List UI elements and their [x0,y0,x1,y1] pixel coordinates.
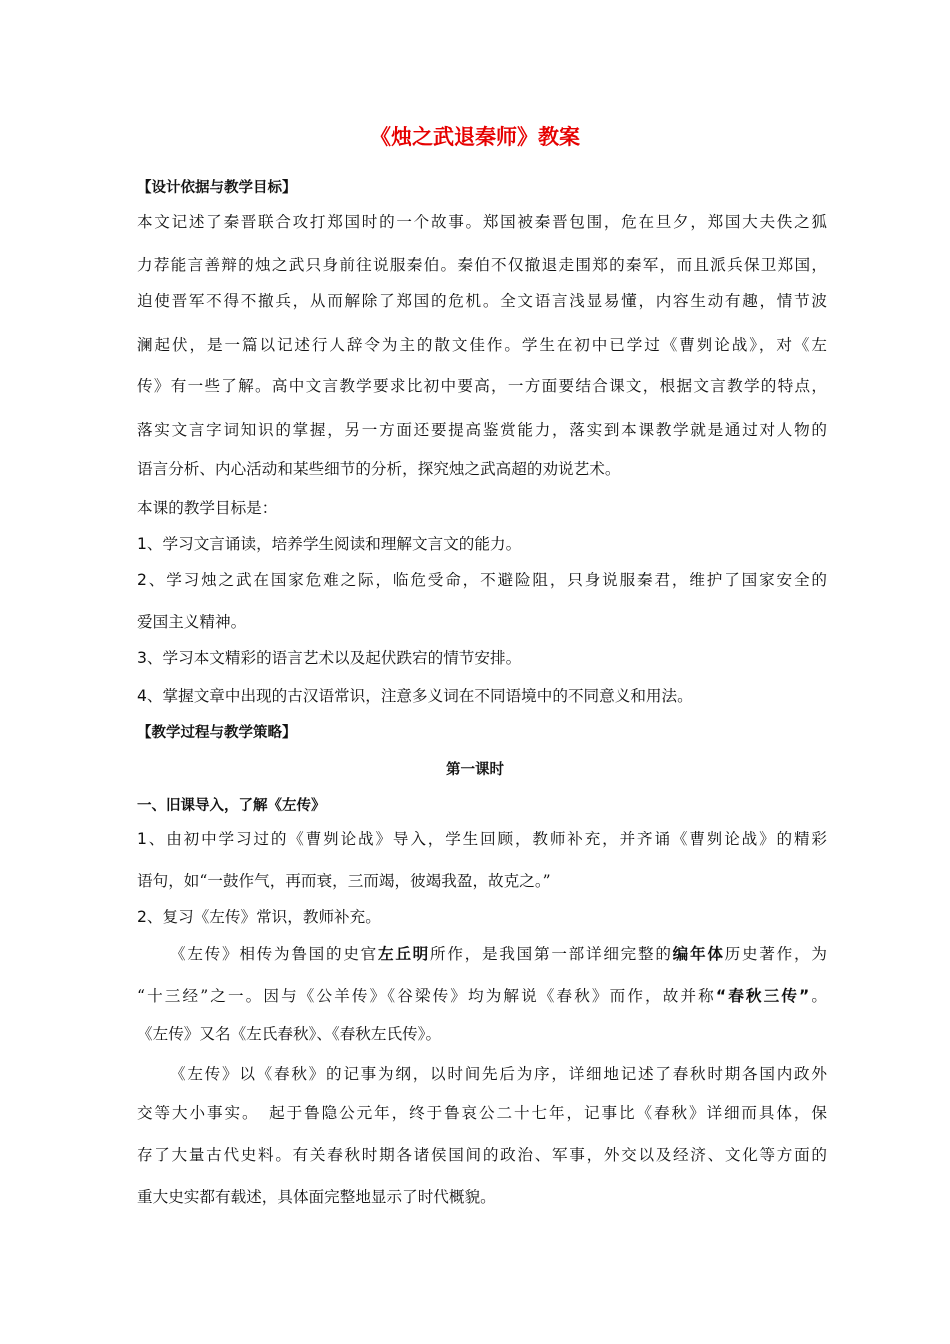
intro-line-3: 迫使晋军不得不撤兵，从而解除了郑国的危机。全文语言浅显易懂，内容生动有趣，情节波 [137,292,827,310]
goal-2-text: 、学习烛之武在国家危难之际，临危受命，不避险阻，只身说服秦君，维护了国家安全的 [146,571,827,589]
para1-text-a: 《左传》相传为鲁国的史官 [170,945,378,963]
goal-2-number: 2 [137,571,147,589]
intro-line-2: 力荐能言善辩的烛之武只身前往说服秦伯。秦伯不仅撤退走围郑的秦军，而且派兵保卫郑国， [137,256,827,274]
intro-line-1: 本文记述了秦晋联合攻打郑国时的一个故事。郑国被秦晋包围，危在旦夕，郑国大夫佚之狐 [137,213,827,231]
goal-3-text: 、学习本文精彩的语言艺术以及起伏跌宕的情节安排。 [146,649,522,667]
intro-line-7: 语言分析、内心活动和某些细节的分析，探究烛之武高超的劝说艺术。 [137,460,621,478]
document-title: 《烛之武退秦师》教案 [370,125,580,149]
step-1-number: 1 [137,830,147,848]
zuozhuan-para-1-line-1 [170,942,827,966]
zuozhuan-para-2-line-3: 存了大量古代史料。有关春秋时期各诸侯国间的政治、军事，外交以及经济、文化等方面的 [137,1146,827,1164]
step-2-text: 、复习《左传》常识，教师补充。 [146,908,381,926]
part-heading-1: 一、旧课导入，了解《左传》 [137,798,326,814]
goals-intro: 本课的教学目标是： [137,499,278,517]
goal-4 [137,684,827,708]
para1-line2-text: “十三经”之一。因与《公羊传》《谷梁传》均为解说《春秋》而作，故并称 [137,987,716,1005]
step-2-number: 2 [137,908,147,926]
zuozhuan-para-1-line-3: 《左传》又名《左氏春秋》、《春秋左氏传》。 [137,1025,442,1043]
para1-bold-three-commentaries: “春秋三传” [715,987,810,1005]
para1-bold-author: 左丘明 [378,945,430,963]
para1-bold-genre: 编年体 [672,945,725,963]
goal-4-text: 、掌握文章中出现的古汉语常识，注意多义词在不同语境中的不同意义和用法。 [146,687,693,705]
goal-3 [137,646,827,670]
intro-line-6: 落实文言字词知识的掌握，另一方面还要提高鉴赏能力，落实到本课教学就是通过对人物的 [137,421,827,439]
zuozhuan-para-2-line-4: 重大史实都有载述，具体面完整地显示了时代概貌。 [137,1188,496,1206]
goal-4-number: 4 [137,687,147,705]
goal-2-continued: 爱国主义精神。 [137,613,247,631]
goal-2 [137,568,827,592]
lesson-heading: 第一课时 [446,762,504,778]
goal-1-text: 、学习文言诵读，培养学生阅读和理解文言文的能力。 [146,535,522,553]
intro-line-4: 澜起伏，是一篇以记述行人辞令为主的散文佳作。学生在初中已学过《曹刿论战》，对《左 [137,336,827,354]
goal-1-number: 1 [137,535,147,553]
intro-line-5: 传》有一些了解。高中文言教学要求比初中要高，一方面要结合课文，根据文言教学的特点， [137,377,827,395]
para1-text-c: 所作，是我国第一部详细完整的 [430,945,673,963]
step-1 [137,827,827,851]
section-heading-design: 【设计依据与教学目标】 [137,180,297,196]
step-1-continued: 语句，如“一鼓作气，再而衰，三而竭，彼竭我盈，故克之。” [137,872,551,890]
para1-text-e: 历史著作，为 [724,945,827,963]
section-heading-process: 【教学过程与教学策略】 [137,725,297,741]
step-2 [137,905,827,929]
step-1-text: 、由初中学习过的《曹刿论战》导入，学生回顾，教师补充，并齐诵《曹刿论战》的精彩 [146,830,827,848]
zuozhuan-para-2-line-1: 《左传》以《春秋》的记事为纲，以时间先后为序，详细地记述了春秋时期各国内政外 [170,1065,827,1083]
zuozhuan-para-2-line-2: 交等大小事实。 起于鲁隐公元年，终于鲁哀公二十七年，记事比《春秋》详细而具体，保 [137,1104,827,1122]
para1-line2-end: 。 [809,987,827,1005]
goal-1 [137,532,827,556]
zuozhuan-para-1-line-2 [137,984,827,1008]
goal-3-number: 3 [137,649,147,667]
